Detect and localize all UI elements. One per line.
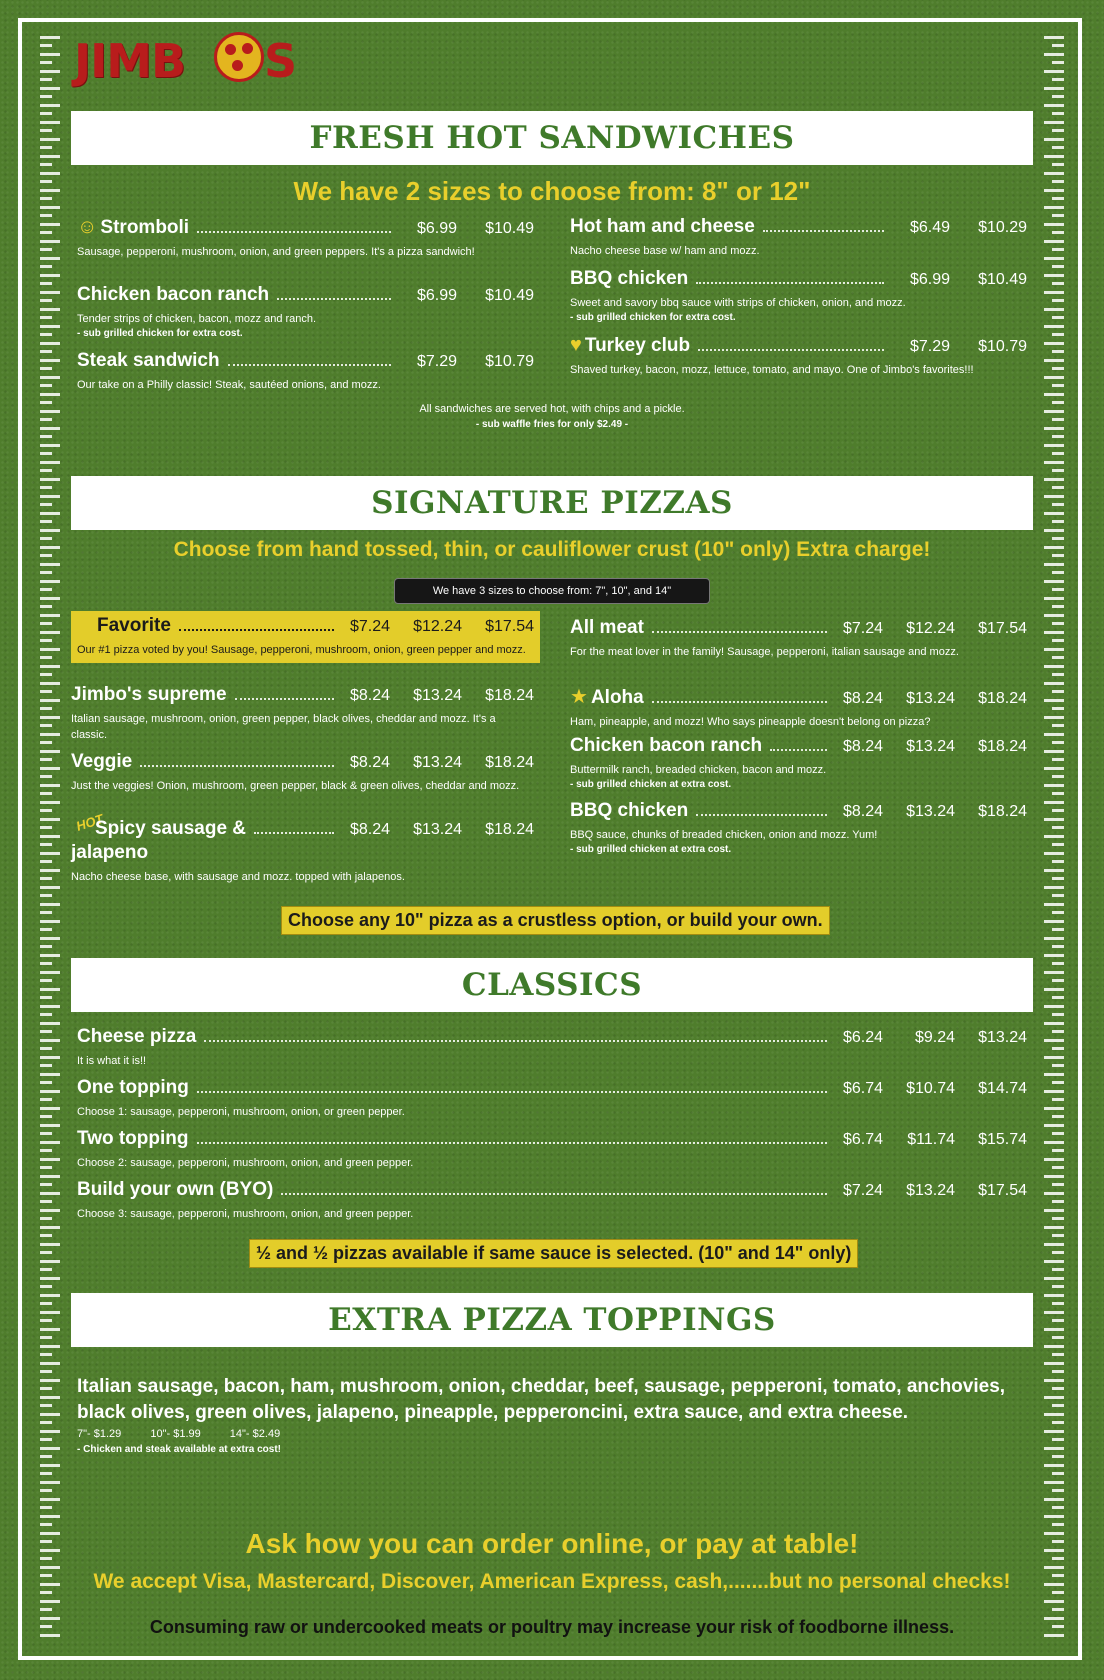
item-price: $13.24: [413, 754, 462, 771]
item-name: Steak sandwich: [77, 350, 220, 371]
item-name: Cheese pizza: [77, 1026, 197, 1047]
item-price: $18.24: [485, 821, 534, 838]
item-price: $8.24: [349, 821, 390, 838]
leader-dots: [281, 1193, 827, 1195]
item-price: $8.24: [842, 690, 883, 707]
item-price: $9.24: [914, 1029, 955, 1046]
item-row: [77, 1026, 1027, 1048]
pizza-item: [71, 684, 534, 743]
item-price: $10.49: [978, 271, 1027, 288]
item-price: $17.54: [485, 618, 534, 635]
toppings-note: - Chicken and steak available at extra cost!: [77, 1444, 281, 1455]
item-price: $6.74: [842, 1080, 883, 1097]
pizza-item: [71, 751, 534, 794]
item-name: Chicken bacon ranch: [77, 284, 270, 305]
order-online-note: Ask how you can order online, or pay at table!: [245, 1528, 859, 1559]
leader-dots: [770, 749, 827, 751]
item-price: $17.54: [978, 620, 1027, 637]
item-price: $10.49: [485, 287, 534, 304]
item-description: Tender strips of chicken, bacon, mozz and ranch.: [77, 313, 317, 325]
item-name-cont: jalapeno: [71, 842, 149, 863]
item-price: $6.49: [909, 219, 950, 236]
sandwich-item: [570, 334, 1027, 378]
item-price: $12.24: [413, 618, 462, 635]
section-title-classics: CLASSICS: [71, 958, 1033, 1012]
crustless-note: Choose any 10" pizza as a crustless option, or build your own.: [281, 906, 830, 935]
topping-price-10: 10"- $1.99: [150, 1428, 201, 1440]
item-price: $18.24: [978, 738, 1027, 755]
sandwich-footer-sub: - sub waffle fries for only $2.49 -: [475, 419, 629, 430]
food-safety-warning: Consuming raw or undercooked meats or poultry may increase your risk of foodborne illness.: [149, 1617, 955, 1637]
item-price: $13.24: [906, 690, 955, 707]
item-row: [77, 1077, 1027, 1099]
item-price: $10.74: [906, 1080, 955, 1097]
half-and-half-note: ½ and ½ pizzas available if same sauce is selected. (10" and 14" only): [249, 1239, 858, 1268]
item-row: [71, 684, 534, 706]
favorite-pizza-item: [71, 611, 540, 663]
item-description: Nacho cheese base, with sausage and mozz. topped with jalapenos.: [71, 871, 405, 883]
item-name: Aloha: [590, 687, 644, 708]
leader-dots: [197, 1142, 828, 1144]
item-price: $7.29: [909, 338, 950, 355]
item-row: [570, 684, 1027, 709]
leader-dots: [277, 298, 391, 300]
leader-dots: [197, 1091, 827, 1093]
sandwich-item: [77, 284, 534, 341]
item-row: [570, 334, 1027, 357]
toppings-list: Italian sausage, bacon, ham, mushroom, onion, cheddar, beef, sausage, pepperoni, tomato, anchovies, black olives, green olives, jalapeno, pineapple, pepperoncini, extra sauce, and extra cheese.: [77, 1376, 1006, 1423]
item-description: It is what it is!!: [77, 1055, 147, 1067]
item-row: [77, 1179, 1027, 1201]
item-price: $14.74: [978, 1080, 1027, 1097]
payment-methods: We accept Visa, Mastercard, Discover, American Express, cash,.......but no personal checks!: [93, 1570, 1011, 1593]
item-row: [77, 615, 534, 637]
pizza-item: [570, 800, 1027, 857]
item-price: $8.24: [349, 687, 390, 704]
item-name: Favorite: [97, 615, 171, 636]
right-yard-lines: [1044, 36, 1064, 1646]
item-price: $11.74: [907, 1131, 955, 1148]
item-description: BBQ sauce, chunks of breaded chicken, onion and mozz. Yum!: [570, 829, 878, 841]
section-title-sandwiches: FRESH HOT SANDWICHES: [71, 111, 1033, 165]
item-price: $6.99: [416, 220, 457, 237]
sandwich-item: [77, 350, 534, 393]
leader-dots: [696, 282, 884, 284]
item-description: Our take on a Philly classic! Steak, sautéed onions, and mozz.: [77, 379, 381, 391]
item-description: Our #1 pizza voted by you! Sausage, pepperoni, mushroom, onion, green pepper and mozz.: [77, 644, 526, 656]
item-description: Ham, pineapple, and mozz! Who says pineapple doesn't belong on pizza?: [570, 716, 931, 728]
item-price: $18.24: [485, 754, 534, 771]
item-name: BBQ chicken: [570, 268, 689, 289]
leader-dots: [696, 814, 827, 816]
item-price: $8.24: [842, 738, 883, 755]
leader-dots: [228, 364, 391, 366]
crust-options: Choose from hand tossed, thin, or cauliflower crust (10" only) Extra charge!: [173, 538, 931, 561]
classic-item: [77, 1026, 1027, 1069]
pizza-item: [570, 684, 1027, 730]
item-name: All meat: [570, 617, 644, 638]
leader-dots: [204, 1040, 827, 1042]
item-price: $13.24: [978, 1029, 1027, 1046]
section-title-toppings: EXTRA PIZZA TOPPINGS: [71, 1293, 1033, 1347]
item-price: $18.24: [978, 803, 1027, 820]
item-row: [71, 818, 534, 840]
sandwich-footer: [71, 402, 1033, 432]
item-name: Build your own (BYO): [77, 1179, 274, 1200]
topping-prices: [77, 1428, 306, 1440]
item-name: Turkey club: [584, 335, 691, 356]
leader-dots: [763, 230, 884, 232]
item-price: $7.24: [349, 618, 390, 635]
item-description: Choose 2: sausage, pepperoni, mushroom, onion, and green pepper.: [77, 1157, 414, 1169]
leader-dots: [698, 349, 884, 351]
item-description: Buttermilk ranch, breaded chicken, bacon and mozz.: [570, 764, 827, 776]
item-name: Two topping: [77, 1128, 189, 1149]
item-price: $6.99: [416, 287, 457, 304]
item-note: - sub grilled chicken at extra cost.: [570, 844, 732, 855]
item-name: Stromboli: [100, 217, 190, 238]
heart-icon: ♥: [570, 334, 582, 356]
classic-item: [77, 1077, 1027, 1120]
item-price: $13.24: [906, 738, 955, 755]
item-row: [570, 735, 1027, 757]
item-row: [570, 617, 1027, 639]
item-price: $6.24: [842, 1029, 883, 1046]
leader-dots: [140, 765, 334, 767]
item-icon: ☺: [77, 216, 98, 238]
section-title-pizzas: SIGNATURE PIZZAS: [71, 476, 1033, 530]
item-price: $15.74: [978, 1131, 1027, 1148]
item-description: For the meat lover in the family! Sausage, pepperoni, italian sausage and mozz.: [570, 646, 959, 658]
item-description: Just the veggies! Onion, mushroom, green pepper, black & green olives, cheddar and mozz.: [71, 780, 520, 792]
item-row: [77, 350, 534, 372]
item-row: [77, 216, 534, 239]
item-description: Sausage, pepperoni, mushroom, onion, and green peppers. It's a pizza sandwich!: [77, 246, 475, 258]
item-row: [77, 1128, 1027, 1150]
item-price: $10.79: [485, 353, 534, 370]
item-row: [77, 284, 534, 306]
item-price: $13.24: [413, 687, 462, 704]
item-description: Choose 3: sausage, pepperoni, mushroom, onion, and green pepper.: [77, 1208, 414, 1220]
item-price: $17.54: [978, 1182, 1027, 1199]
item-name: One topping: [77, 1077, 189, 1098]
item-row: [570, 216, 1027, 238]
left-yard-lines: [40, 36, 60, 1646]
item-note: - sub grilled chicken for extra cost.: [77, 328, 243, 339]
item-description: Nacho cheese base w/ ham and mozz.: [570, 245, 760, 257]
item-price: $13.24: [906, 803, 955, 820]
item-price: $12.24: [906, 620, 955, 637]
item-price: $18.24: [978, 690, 1027, 707]
item-price: $10.49: [485, 220, 534, 237]
hot-label-icon: HOT: [74, 811, 106, 834]
item-price: $10.29: [978, 219, 1027, 236]
item-price: $6.74: [842, 1131, 883, 1148]
item-description: Italian sausage, mushroom, onion, green pepper, black olives, cheddar and mozz. It's a classic.: [71, 713, 496, 741]
leader-dots: [235, 698, 334, 700]
item-row: [570, 800, 1027, 822]
leader-dots: [179, 629, 334, 631]
item-note: - sub grilled chicken for extra cost.: [570, 312, 736, 323]
item-note: - sub grilled chicken at extra cost.: [570, 779, 732, 790]
item-price: $7.29: [416, 353, 457, 370]
star-icon: ★: [570, 686, 588, 708]
item-row: [570, 268, 1027, 290]
sandwich-item: [570, 216, 1027, 259]
item-row: [71, 751, 534, 773]
logo-text-end: S: [264, 34, 298, 88]
topping-price-14: 14"- $2.49: [229, 1428, 281, 1440]
pizza-item: [570, 735, 1027, 792]
sandwich-sizes: We have 2 sizes to choose from: 8" or 12": [293, 176, 811, 206]
sandwich-item: [77, 216, 534, 260]
item-price: $7.24: [842, 1182, 883, 1199]
leader-dots: [652, 701, 827, 703]
leader-dots: [652, 631, 827, 633]
item-price: $13.24: [413, 821, 462, 838]
pizza-item: [570, 617, 1027, 660]
leader-dots: [197, 231, 391, 233]
item-name: BBQ chicken: [570, 800, 689, 821]
item-price: $8.24: [842, 803, 883, 820]
item-price: $8.24: [349, 754, 390, 771]
logo-pizza-icon: [214, 32, 264, 82]
topping-price-7: 7"- $1.29: [77, 1428, 122, 1440]
leader-dots: [254, 832, 334, 834]
jimbos-logo: [74, 30, 298, 94]
item-description: Sweet and savory bbq sauce with strips of chicken, onion, and mozz.: [570, 297, 906, 309]
item-price: $13.24: [906, 1182, 955, 1199]
classic-item: [77, 1179, 1027, 1222]
item-description: Shaved turkey, bacon, mozz, lettuce, tomato, and mayo. One of Jimbo's favorites!!!: [570, 364, 974, 376]
item-name: Veggie: [71, 751, 133, 772]
classic-item: [77, 1128, 1027, 1171]
item-price: $6.99: [909, 271, 950, 288]
pizza-sizes-badge: We have 3 sizes to choose from: 7", 10", and 14": [394, 578, 710, 604]
pizza-item: [71, 818, 534, 885]
sandwich-footer-note: All sandwiches are served hot, with chips and a pickle.: [419, 403, 685, 415]
item-description: Choose 1: sausage, pepperoni, mushroom, onion, or green pepper.: [77, 1106, 405, 1118]
item-price: $18.24: [485, 687, 534, 704]
item-name: Chicken bacon ranch: [570, 735, 763, 756]
item-name: Spicy sausage &: [95, 818, 247, 839]
item-price: $7.24: [842, 620, 883, 637]
item-name: Jimbo's supreme: [71, 684, 227, 705]
logo-text: JIMB: [74, 34, 186, 88]
sandwich-item: [570, 268, 1027, 325]
item-price: $10.79: [978, 338, 1027, 355]
item-name: Hot ham and cheese: [570, 216, 755, 237]
